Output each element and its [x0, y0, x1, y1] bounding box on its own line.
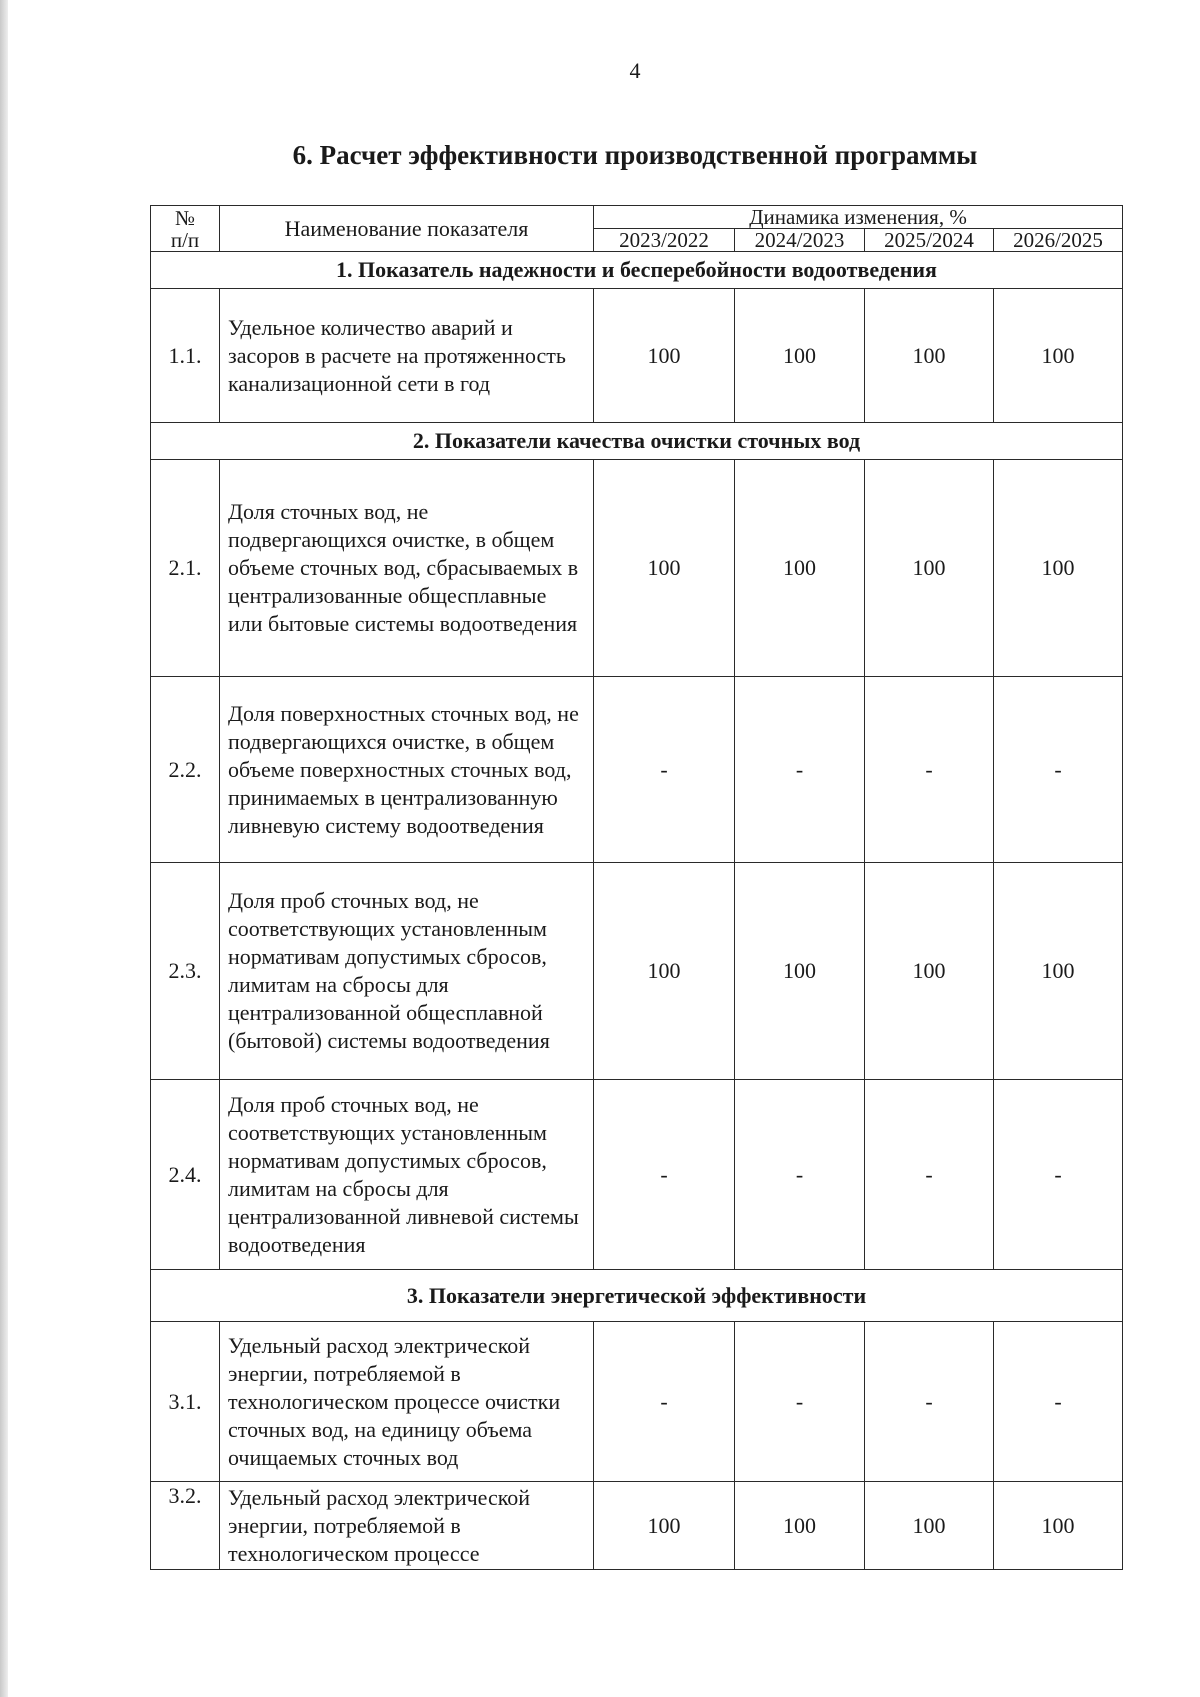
- section-title: 1. Показатель надежности и бесперебойности водоотведения: [151, 252, 1123, 289]
- row-name: Доля поверхностных сточных вод, не подвергающихся очистке, в общем объеме поверхностных сточных вод, принимаемых в централизованную ливневую систему водоотведения: [220, 677, 594, 863]
- row-value: -: [994, 677, 1123, 863]
- row-number: 2.2.: [151, 677, 220, 863]
- row-value: 100: [735, 863, 865, 1080]
- row-value: 100: [735, 289, 865, 423]
- header-num-symbol: №: [174, 205, 196, 230]
- row-value: -: [594, 1080, 735, 1270]
- row-value: 100: [594, 863, 735, 1080]
- efficiency-table: [150, 205, 1123, 1570]
- row-number: 2.3.: [151, 863, 220, 1080]
- row-value: -: [865, 1080, 994, 1270]
- header-dynamics-cell: Динамика изменения, %: [594, 206, 1123, 229]
- row-value: -: [594, 677, 735, 863]
- header-period: 2024/2023: [735, 229, 865, 252]
- row-value: -: [994, 1322, 1123, 1482]
- table-row: [151, 289, 1123, 423]
- row-value: 100: [994, 289, 1123, 423]
- row-name: Доля проб сточных вод, не соответствующих установленным нормативам допустимых сбросов, лимитам на сбросы для централизованной ливневой системы водоотведения: [220, 1080, 594, 1270]
- row-value: -: [735, 1322, 865, 1482]
- row-value: 100: [735, 460, 865, 677]
- header-num-abbr: п/п: [170, 227, 200, 252]
- table-header-row: [151, 206, 1123, 229]
- row-value: 100: [865, 863, 994, 1080]
- row-value: 100: [594, 460, 735, 677]
- row-number: 1.1.: [151, 289, 220, 423]
- header-period: 2025/2024: [865, 229, 994, 252]
- table-row: [151, 1482, 1123, 1570]
- row-number: 3.1.: [151, 1322, 220, 1482]
- page-number: 4: [629, 58, 641, 83]
- header-num-cell: [151, 206, 220, 252]
- row-value: -: [735, 1080, 865, 1270]
- row-number: 2.4.: [151, 1080, 220, 1270]
- table-row: [151, 677, 1123, 863]
- row-value: 100: [594, 1482, 735, 1570]
- row-name: Доля проб сточных вод, не соответствующих установленным нормативам допустимых сбросов, лимитам на сбросы для централизованной общесплавной (бытовой) системы водоотведения: [220, 863, 594, 1080]
- header-period: 2026/2025: [994, 229, 1123, 252]
- row-value: -: [865, 677, 994, 863]
- row-value: 100: [594, 289, 735, 423]
- header-period: 2023/2022: [594, 229, 735, 252]
- table-row: [151, 1080, 1123, 1270]
- row-value: 100: [735, 1482, 865, 1570]
- row-number: 3.2.: [151, 1482, 220, 1570]
- row-value: 100: [865, 1482, 994, 1570]
- row-value: 100: [994, 863, 1123, 1080]
- row-value: 100: [865, 460, 994, 677]
- row-number: 2.1.: [151, 460, 220, 677]
- row-value: -: [594, 1322, 735, 1482]
- scan-edge: [0, 0, 8, 1697]
- section-title: 2. Показатели качества очистки сточных вод: [151, 423, 1123, 460]
- row-value: 100: [865, 289, 994, 423]
- table-row: [151, 863, 1123, 1080]
- table-row: [151, 1322, 1123, 1482]
- section-title: 3. Показатели энергетической эффективности: [151, 1270, 1123, 1322]
- table-row: [151, 460, 1123, 677]
- header-name-cell: Наименование показателя: [220, 206, 594, 252]
- row-name: Доля сточных вод, не подвергающихся очистке, в общем объеме сточных вод, сбрасываемых в централизованные общесплавные или бытовые системы водоотведения: [220, 460, 594, 677]
- row-value: 100: [994, 1482, 1123, 1570]
- section-row: [151, 1270, 1123, 1322]
- row-name: Удельный расход электрической энергии, потребляемой в технологическом процессе очистки сточных вод, на единицу объема очищаемых сточных вод: [220, 1322, 594, 1482]
- section-row: [151, 423, 1123, 460]
- row-name: Удельный расход электрической энергии, потребляемой в технологическом процессе: [220, 1482, 594, 1570]
- row-value: -: [865, 1322, 994, 1482]
- document-title: 6. Расчет эффективности производственной программы: [292, 140, 978, 170]
- row-value: 100: [994, 460, 1123, 677]
- row-name: Удельное количество аварий и засоров в расчете на протяженность канализационной сети в год: [220, 289, 594, 423]
- row-value: -: [735, 677, 865, 863]
- section-row: [151, 252, 1123, 289]
- row-value: -: [994, 1080, 1123, 1270]
